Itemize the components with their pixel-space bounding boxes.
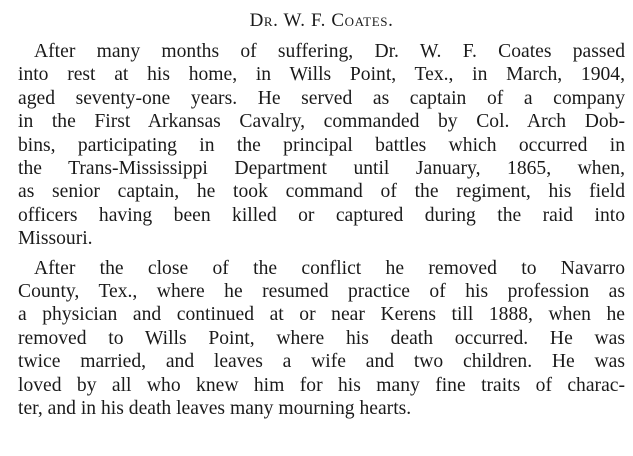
text-line: After many months of suffering, Dr. W. F. Coates passed (34, 41, 625, 62)
text-line: a physician and continued at or near Kerens till 1888, when he (18, 304, 625, 326)
text-line: aged seventy-one years. He served as captain of a company (18, 87, 625, 109)
text-line: the Trans-Mississippi Department until January, 1865, when, (18, 158, 625, 180)
article-title-text: Dr. W. F. Coates. (249, 10, 394, 31)
text-line: County, Tex., where he resumed practice of his profession as (18, 281, 625, 303)
text-line: officers having been killed or captured during the raid into (18, 204, 625, 226)
text-line: bins, participating in the principal battles which occurred in (18, 134, 625, 156)
text-line: removed to Wills Point, where his death occurred. He was (18, 327, 625, 349)
paragraph-1 (18, 40, 625, 251)
text-line: twice married, and leaves a wife and two children. He was (18, 351, 625, 373)
text-line: as senior captain, he took command of the regiment, his field (18, 181, 625, 203)
article (18, 8, 625, 427)
paragraph-2 (18, 257, 625, 421)
text-line: ter, and in his death leaves many mourning hearts. (18, 398, 412, 420)
text-line: loved by all who knew him for his many fine traits of charac- (18, 374, 625, 396)
text-line: Missouri. (18, 228, 93, 250)
text-line: After the close of the conflict he removed to Navarro (34, 257, 625, 279)
text-line: in the First Arkansas Cavalry, commanded by Col. Arch Dob- (18, 111, 625, 133)
text-line: into rest at his home, in Wills Point, Tex., in March, 1904, (18, 64, 625, 86)
article-title (18, 8, 625, 34)
